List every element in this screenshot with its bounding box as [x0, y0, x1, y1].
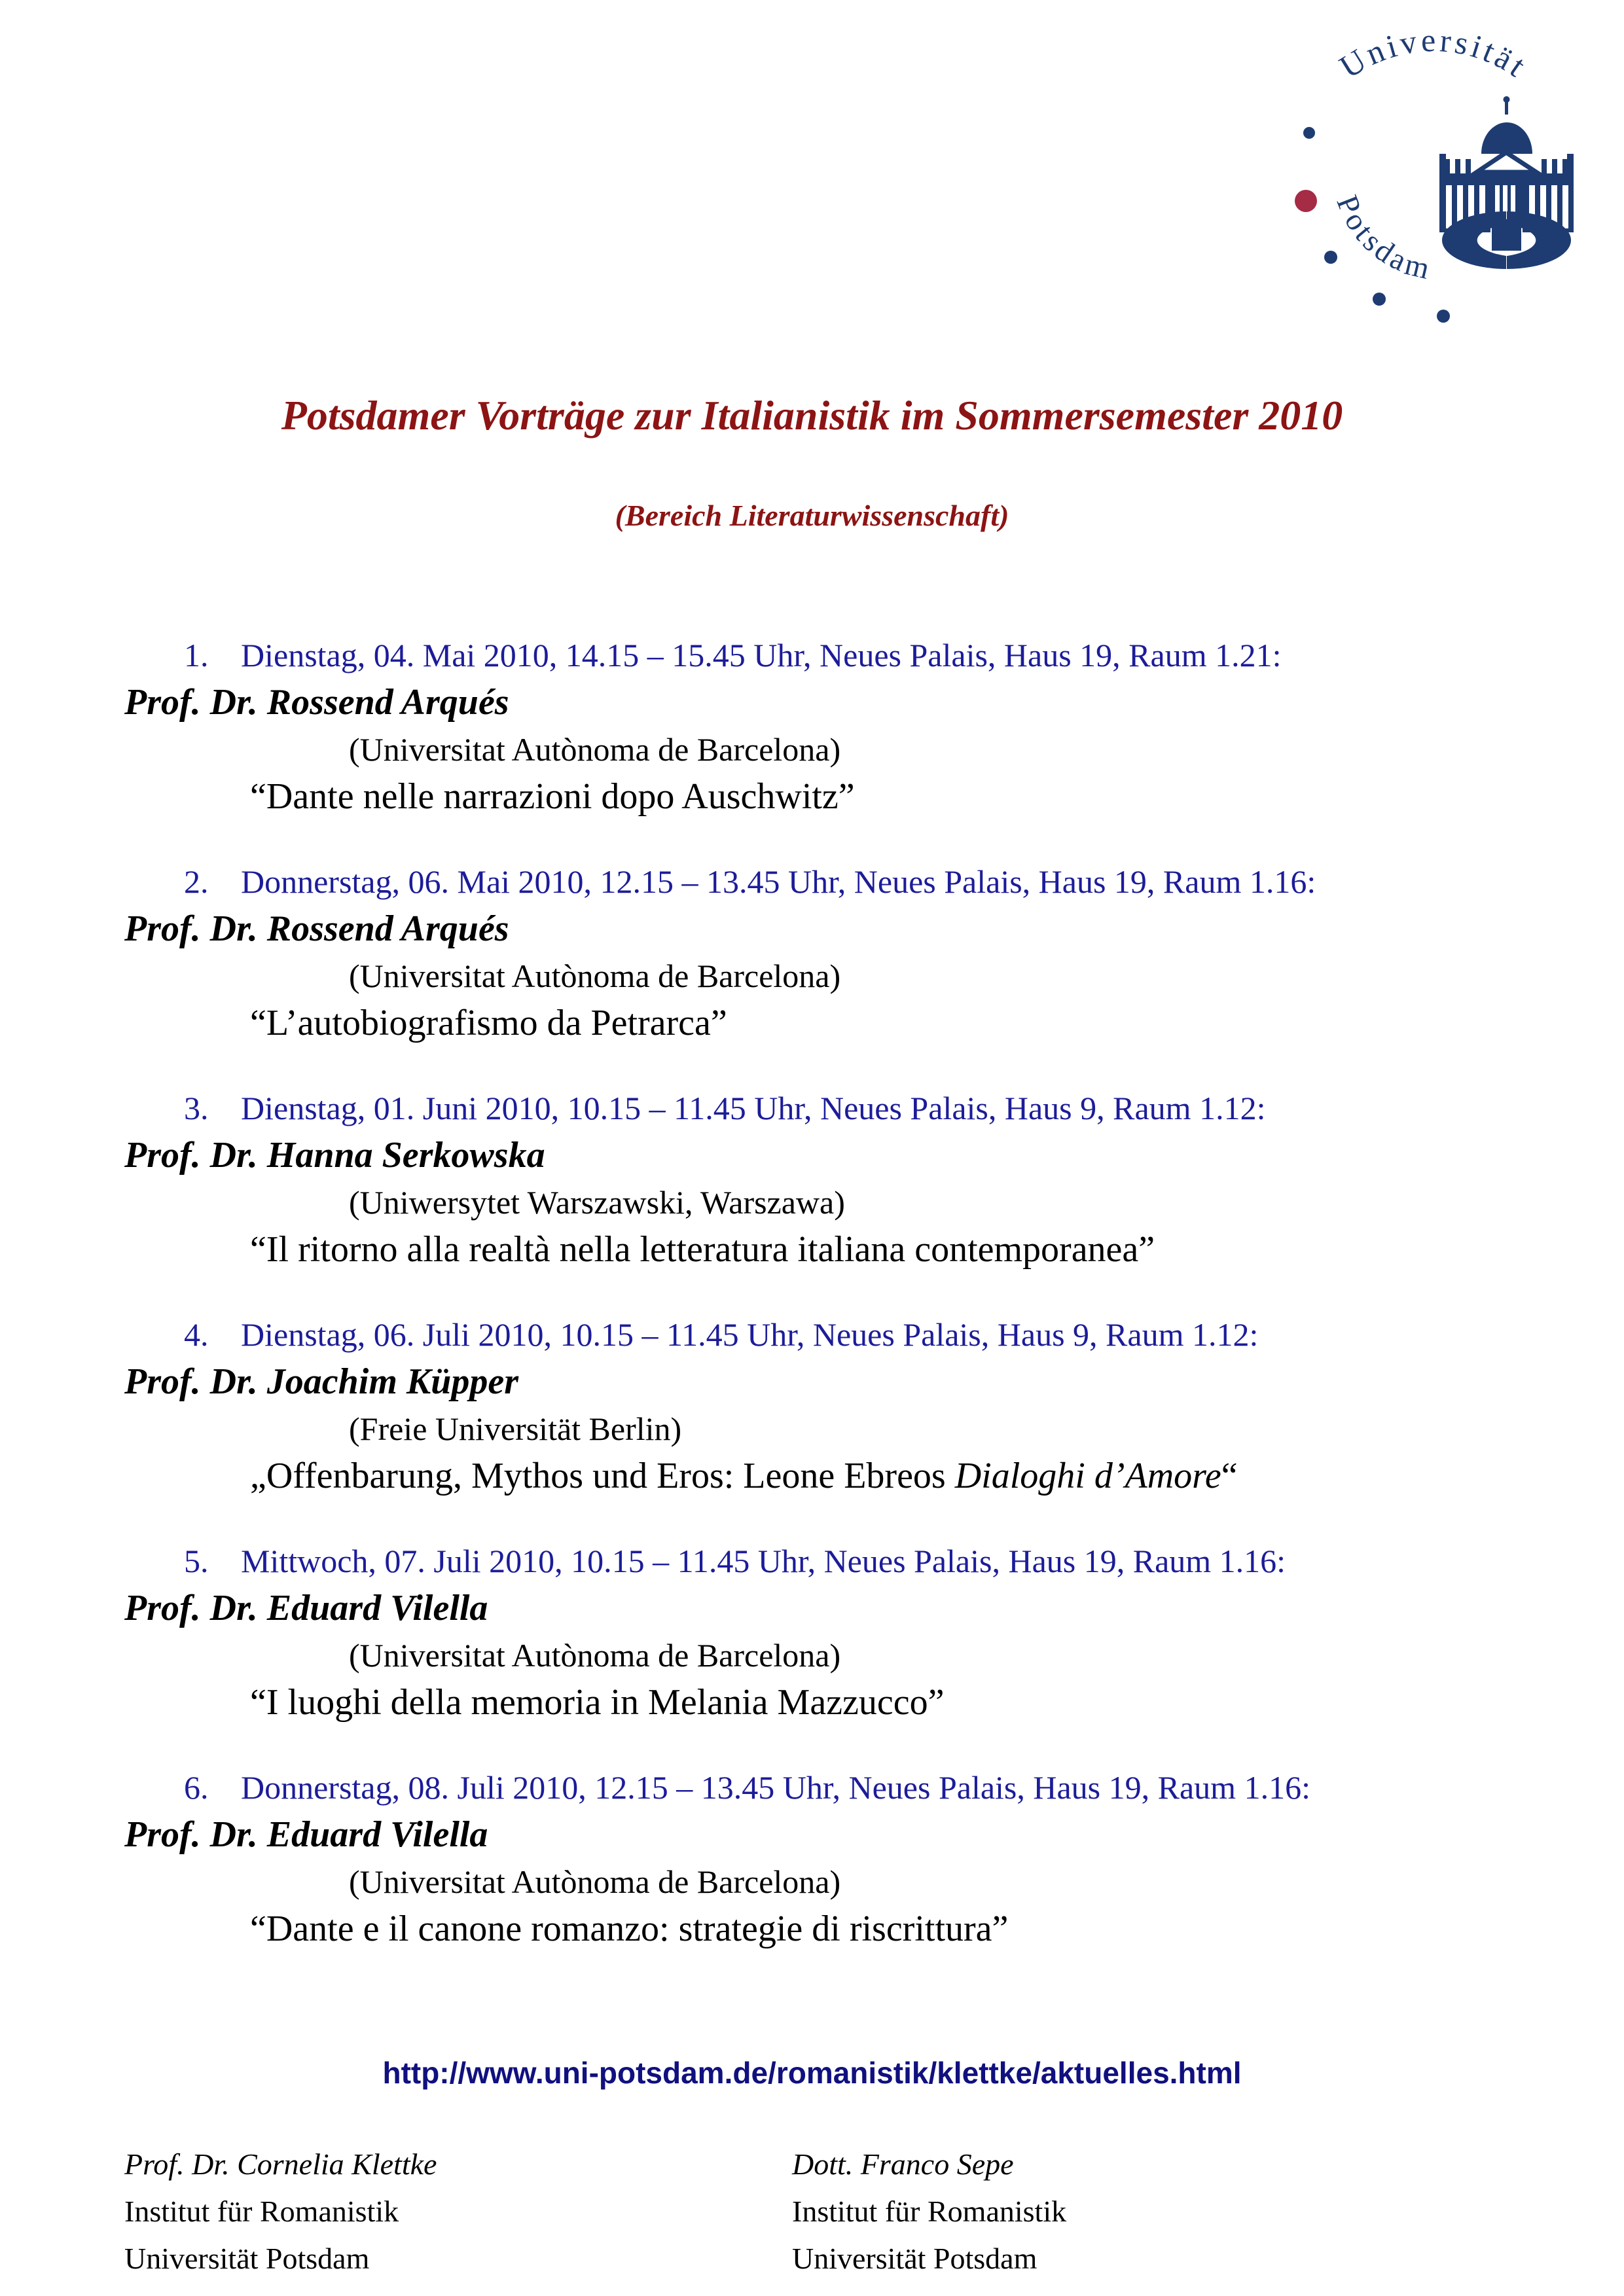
page-subtitle: (Bereich Literaturwissenschaft): [615, 499, 1009, 532]
lecture-title: [250, 773, 1559, 820]
contact-name: Prof. Dr. Cornelia Klettke: [124, 2147, 437, 2181]
lecture-affiliation: (Uniwersytet Warszawski, Warszawa): [349, 1184, 845, 1221]
contacts-section: [124, 2141, 1624, 2282]
lecture-item: [124, 858, 1559, 1047]
lecture-speaker: Prof. Dr. Rossend Arqués: [124, 908, 509, 949]
lecture-affiliation: (Universitat Autònoma de Barcelona): [349, 731, 841, 768]
lecture-item: [124, 632, 1559, 820]
contact-name: Dott. Franco Sepe: [792, 2147, 1014, 2181]
lecture-datetime: [184, 1537, 1559, 1585]
lecture-item: [124, 1537, 1559, 1726]
lecture-title: [250, 1226, 1559, 1273]
lecture-datetime-text: Donnerstag, 08. Juli 2010, 12.15 – 13.45 Uhr, Neues Palais, Haus 19, Raum 1.16:: [241, 1769, 1310, 1806]
lecture-title: [250, 1452, 1559, 1499]
lecture-datetime-text: Mittwoch, 07. Juli 2010, 10.15 – 11.45 Uhr, Neues Palais, Haus 19, Raum 1.16:: [241, 1543, 1286, 1579]
lecture-datetime-text: Dienstag, 04. Mai 2010, 14.15 – 15.45 Uhr, Neues Palais, Haus 19, Raum 1.21:: [241, 637, 1282, 673]
lecture-title-text: „Offenbarung, Mythos und Eros: Leone Ebreos: [250, 1456, 955, 1496]
lecture-datetime-text: Donnerstag, 06. Mai 2010, 12.15 – 13.45 Uhr, Neues Palais, Haus 19, Raum 1.16:: [241, 863, 1316, 900]
university-potsdam-logo: [1214, 16, 1607, 393]
lecture-number: 1.: [184, 637, 209, 673]
lecture-title-suffix: “: [1221, 1456, 1238, 1496]
lecture-number: 6.: [184, 1769, 209, 1806]
lecture-datetime: [184, 1311, 1559, 1358]
contact-institute: Institut für Romanistik: [124, 2195, 399, 2228]
contact-university: Universität Potsdam: [792, 2242, 1038, 2275]
lecture-speaker: Prof. Dr. Eduard Vilella: [124, 1814, 488, 1855]
lecture-title: [250, 1679, 1559, 1726]
lecture-datetime: [184, 1085, 1559, 1132]
lecture-title-text: “Dante e il canone romanzo: strategie di riscrittura”: [250, 1909, 1009, 1949]
lecture-speaker: Prof. Dr. Eduard Vilella: [124, 1588, 488, 1628]
logo-arc-potsdam-text: Potsdam: [1329, 190, 1436, 287]
lecture-number: 3.: [184, 1090, 209, 1126]
lecture-title: [250, 1905, 1559, 1952]
lecture-speaker: Prof. Dr. Rossend Arqués: [124, 682, 509, 723]
lecture-datetime: [184, 632, 1559, 679]
lecture-speaker: Prof. Dr. Hanna Serkowska: [124, 1135, 545, 1175]
contact-block-klettke: [124, 2141, 792, 2282]
lecture-number: 2.: [184, 863, 209, 900]
lecture-number: 4.: [184, 1316, 209, 1353]
neues-palais-building-icon: [1439, 96, 1574, 269]
logo-arc-universitaet-text: Universität: [1333, 21, 1535, 86]
lecture-title: [250, 999, 1559, 1047]
lecture-speaker: Prof. Dr. Joachim Küpper: [124, 1361, 519, 1402]
lecture-item: [124, 1311, 1559, 1499]
lecture-affiliation: (Universitat Autònoma de Barcelona): [349, 1637, 841, 1674]
lecture-datetime: [184, 1764, 1559, 1811]
lecture-title-text: “Dante nelle narrazioni dopo Auschwitz”: [250, 776, 855, 817]
lecture-title-italic: Dialoghi d’Amore: [954, 1456, 1221, 1496]
contact-block-sepe: [792, 2141, 1460, 2282]
lecture-datetime-text: Dienstag, 06. Juli 2010, 10.15 – 11.45 Uhr, Neues Palais, Haus 9, Raum 1.12:: [241, 1316, 1259, 1353]
contact-institute: Institut für Romanistik: [792, 2195, 1067, 2228]
lecture-number: 5.: [184, 1543, 209, 1579]
contact-university: Universität Potsdam: [124, 2242, 370, 2275]
lecture-list: [124, 632, 1559, 1952]
lecture-datetime-text: Dienstag, 01. Juni 2010, 10.15 – 11.45 Uhr, Neues Palais, Haus 9, Raum 1.12:: [241, 1090, 1266, 1126]
lecture-affiliation: (Freie Universität Berlin): [349, 1410, 682, 1447]
lecture-title-text: “L’autobiografismo da Petrarca”: [250, 1003, 727, 1043]
lecture-affiliation: (Universitat Autònoma de Barcelona): [349, 958, 841, 994]
page-title: Potsdamer Vorträge zur Italianistik im Sommersemester 2010: [281, 392, 1343, 439]
lecture-item: [124, 1085, 1559, 1273]
lecture-affiliation: (Universitat Autònoma de Barcelona): [349, 1863, 841, 1900]
aktuelles-link[interactable]: http://www.uni-potsdam.de/romanistik/klettke/aktuelles.html: [382, 2056, 1242, 2090]
lecture-title-text: “I luoghi della memoria in Melania Mazzucco”: [250, 1682, 945, 1723]
lecture-datetime: [184, 858, 1559, 905]
lecture-title-text: “Il ritorno alla realtà nella letteratura italiana contemporanea”: [250, 1229, 1155, 1270]
lecture-item: [124, 1764, 1559, 1952]
link-line: [0, 2052, 1624, 2094]
